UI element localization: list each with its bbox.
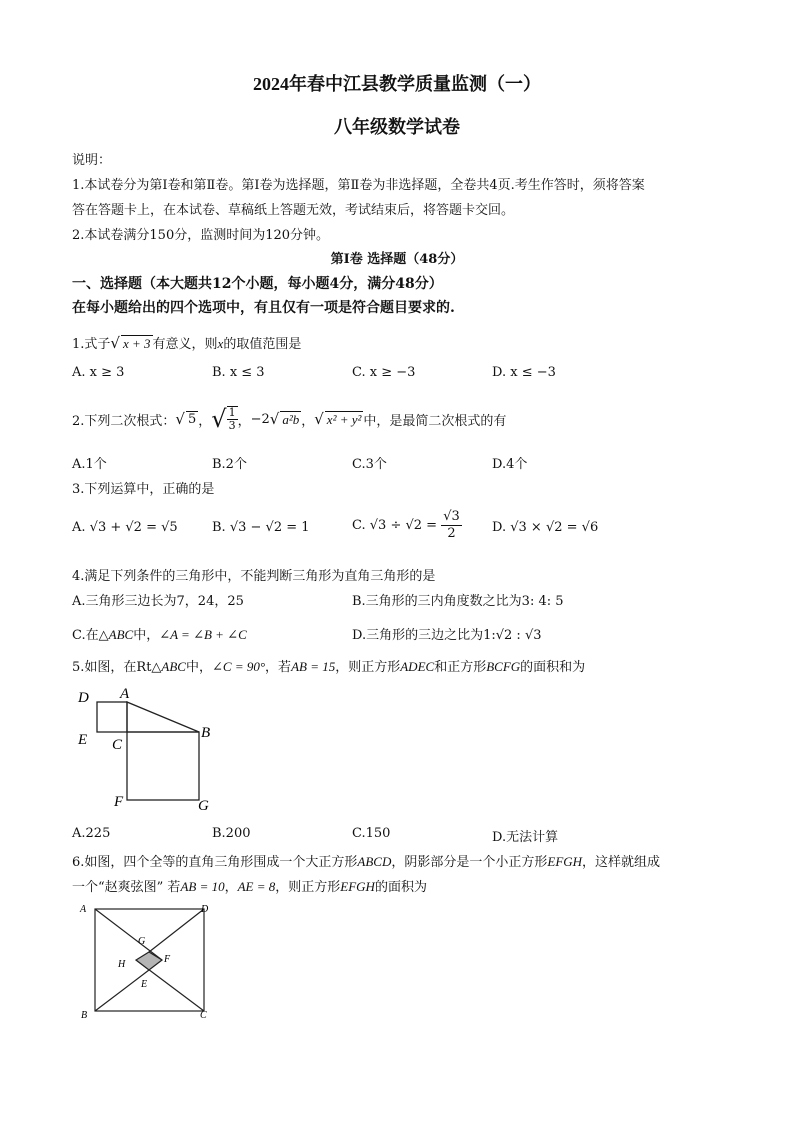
section-heading: 一、选择题（本大题共12个小题，每小题4分，满分48分） — [72, 276, 443, 292]
q3-option-c[interactable]: C. √3 ÷ √2 = $\frac{√3}{2}$ — [352, 509, 460, 541]
q3-option-d[interactable]: D. √3 × √2 = √6 — [492, 520, 599, 535]
shaded-square-efgh — [136, 952, 162, 970]
question-2-stem: 2.下列二次根式： √ 5 ， √ $\frac{1}{3}$ ， −2 √ a²b ， √ x² + y² 中，是最简二次根式的有 — [72, 405, 507, 433]
q1-option-c[interactable]: C. x ≥ −3 — [352, 365, 416, 380]
q2-option-c[interactable]: C.3个 — [352, 457, 387, 472]
label-f: F — [164, 954, 171, 965]
line-a-f — [95, 909, 162, 960]
label-b: B — [201, 725, 211, 741]
q1-radicand: x + 3 — [122, 336, 151, 351]
q4-option-b[interactable]: B.三角形的三内角度数之比为3: 4: 5 — [352, 594, 564, 609]
label-c: C — [112, 737, 123, 753]
label-h: H — [118, 959, 126, 970]
q5-figure — [72, 682, 222, 817]
label-g: G — [198, 798, 209, 814]
notes-line-3: 2.本试卷满分150分，监测时间为120分钟。 — [72, 228, 330, 243]
q1-option-d[interactable]: D. x ≤ −3 — [492, 365, 556, 380]
square-adec — [97, 702, 127, 732]
square-bcfg — [127, 732, 199, 800]
notes-heading: 说明： — [72, 153, 112, 168]
question-1-stem: 1.式子√ x + 3 有意义，则x的取值范围是 — [72, 334, 302, 352]
label-a: A — [80, 904, 87, 915]
label-c: C — [200, 1010, 207, 1021]
q2-option-b[interactable]: B.2个 — [212, 457, 247, 472]
question-4-stem: 4.满足下列条件的三角形中，不能判断三角形为直角三角形的是 — [72, 569, 436, 584]
question-6-line-1: 6.如图，四个全等的直角三角形围成一个大正方形ABCD，阴影部分是一个小正方形EFGH，这样就组成 — [72, 854, 661, 870]
q5-option-d[interactable]: D.无法计算 — [492, 830, 559, 845]
question-5-stem: 5.如图，在Rt△ABC中，∠C = 90°，若AB = 15，则正方形ADEC和正方形BCFG的面积和为 — [72, 659, 586, 675]
q4-option-d[interactable]: D.三角形的三边之比为1:√2 : √3 — [352, 628, 542, 643]
label-b: B — [81, 1010, 88, 1021]
line-d-g — [149, 909, 204, 952]
label-e: E — [78, 732, 88, 748]
q2-option-a[interactable]: A.1个 — [72, 457, 107, 472]
label-g: G — [138, 936, 146, 947]
question-6-line-2: 一个“赵爽弦图” 若AB = 10，AE = 8，则正方形EFGH的面积为 — [72, 879, 427, 895]
q6-figure — [76, 900, 216, 1025]
section-instruction: 在每小题给出的四个选项中，有且仅有一项是符合题目要求的. — [72, 300, 455, 316]
exam-title: 2024年春中江县教学质量监测（一） — [253, 74, 541, 94]
q1-option-a[interactable]: A. x ≥ 3 — [72, 365, 125, 380]
label-e: E — [141, 979, 148, 990]
q5-option-c[interactable]: C.150 — [352, 826, 391, 841]
exam-subtitle: 八年级数学试卷 — [334, 117, 460, 137]
q2-option-d[interactable]: D.4个 — [492, 457, 528, 472]
q5-option-b[interactable]: B.200 — [212, 826, 251, 841]
label-d: D — [78, 690, 89, 706]
notes-line-1: 1.本试卷分为第Ⅰ卷和第Ⅱ卷。第Ⅰ卷为选择题，第Ⅱ卷为非选择题，全卷共4页.考生作答时，须将答案 — [72, 178, 645, 193]
part-title: 第Ⅰ卷 选择题（48分） — [330, 252, 464, 267]
label-d: D — [201, 904, 209, 915]
q3-option-b[interactable]: B. √3 − √2 = 1 — [212, 520, 310, 535]
q3-option-a[interactable]: A. √3 + √2 = √5 — [72, 520, 178, 535]
triangle-abc — [127, 702, 199, 732]
question-3-stem: 3.下列运算中，正确的是 — [72, 482, 215, 497]
label-a: A — [120, 686, 130, 702]
line-b-e — [95, 970, 149, 1011]
q1-option-b[interactable]: B. x ≤ 3 — [212, 365, 265, 380]
q4-option-a[interactable]: A.三角形三边长为7，24，25 — [72, 594, 244, 609]
notes-line-2: 答在答题卡上，在本试卷、草稿纸上答题无效，考试结束后，将答题卡交回。 — [72, 203, 515, 218]
q5-option-a[interactable]: A.225 — [72, 826, 111, 841]
label-f: F — [114, 794, 124, 810]
q4-option-c[interactable]: C.在△ABC中，∠A = ∠B + ∠C — [72, 627, 247, 643]
